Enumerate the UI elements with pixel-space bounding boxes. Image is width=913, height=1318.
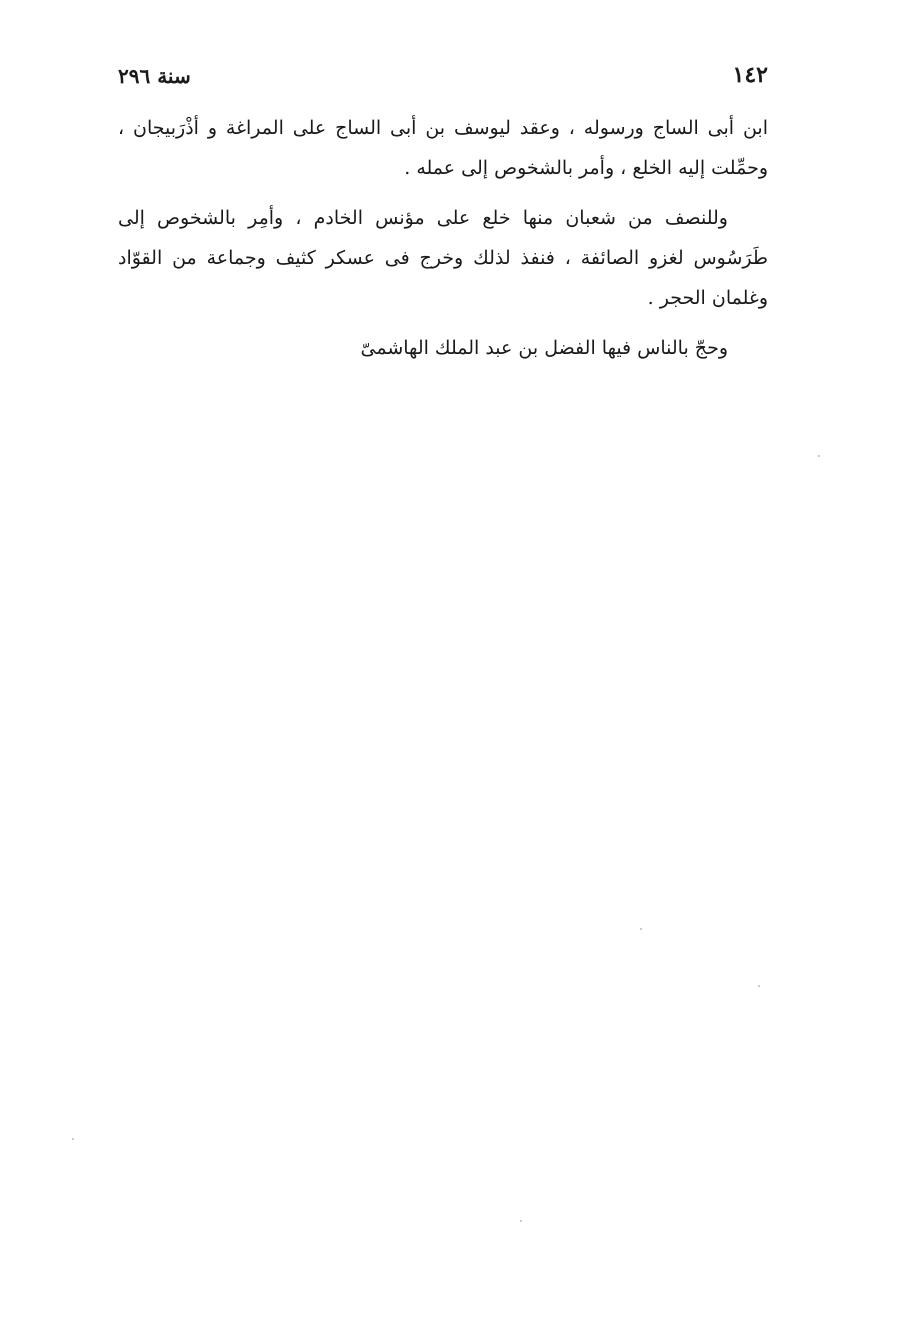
scan-speck — [72, 1138, 74, 1140]
paragraph: ابن أبى الساج ورسوله ، وعقد ليوسف بن أبى الساج على المراغة و أذْرَبيجان ، وحمِّلت إليه الخلع ، وأمر بالشخوص إلى عمله . — [118, 117, 768, 179]
scan-speck — [818, 455, 820, 457]
scan-speck — [640, 928, 642, 930]
body-text — [118, 108, 768, 368]
scan-speck — [520, 1220, 522, 1222]
paragraph: وللنصف من شعبان منها خلع على مؤنس الخادم ، وأمِر بالشخوص إلى طَرَسُوس لغزو الصائفة ، فنفذ لذلك وخرج فى عسكر كثيف وجماعة من القوّاد وغلمان الحجر . — [118, 207, 768, 309]
page-header — [118, 62, 768, 92]
paragraph: وحجّ بالناس فيها الفضل بن عبد الملك الهاشمىّ — [360, 337, 728, 359]
year-label: سنة ٢٩٦ — [118, 64, 191, 88]
page-number: ١٤٢ — [732, 62, 768, 88]
scan-speck — [758, 985, 760, 987]
